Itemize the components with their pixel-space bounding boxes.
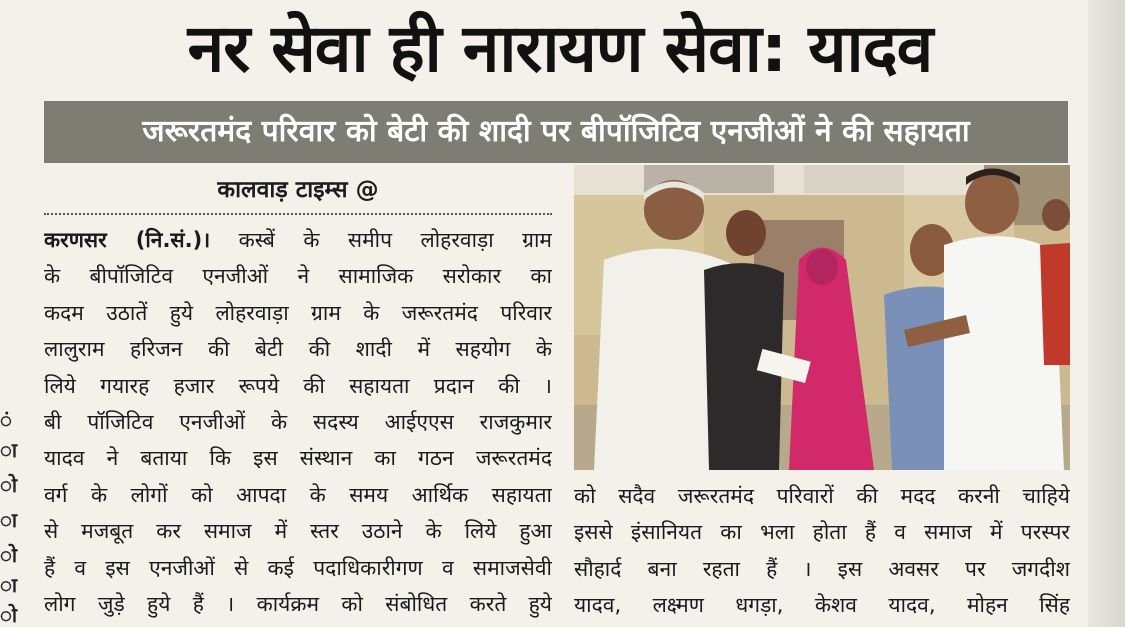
adjacent-column-edge	[0, 0, 20, 627]
text-line: लालुराम हरिजन की बेटी की शादी में सहयोग के	[44, 337, 552, 362]
text-line: कदम उठातें हुये लोहरवाड़ा ग्राम के जरूरतमंद परिवार	[44, 300, 552, 325]
text-line: लिये गयारह हजार रूपये की सहायता प्रदान की ।	[44, 373, 552, 398]
edge-fragment: ा	[0, 508, 18, 532]
subheadline-band: जरूरतमंद परिवार को बेटी की शादी पर बीपॉजिटिव एनजीओं ने की सहायता	[44, 101, 1068, 163]
text-line: लोग जुड़े हुये हैं । कार्यक्रम को संबोधित करते हुये	[44, 591, 552, 616]
article-column-right	[574, 478, 1070, 627]
text-line: इससे इंसानियत का भला होता हैं व समाज में परस्पर	[574, 520, 1070, 545]
edge-fragment: ं	[0, 408, 12, 432]
text-line: को सदैव जरूरतमंद परिवारों की मदद करनी चाहिये	[574, 484, 1070, 508]
page-margin	[1088, 0, 1125, 627]
edge-fragment: ा	[0, 438, 18, 462]
headline: नर सेवा ही नारायण सेवा: यादव	[187, 10, 933, 87]
byline: कालवाड़ टाइम्स @	[217, 177, 379, 203]
dateline: करणसर (नि.सं.)।	[44, 228, 211, 252]
text-line: बी पॉजिटिव एनजीओं के सदस्य आईएएस राजकुमार	[44, 409, 552, 434]
byline-divider	[44, 213, 552, 215]
text-line: सौहार्द बना रहता हैं । इस अवसर पर जगदीश	[574, 556, 1070, 581]
edge-fragment: ो	[0, 603, 18, 627]
text-line: हैं व इस एनजीओं से कई पदाधिकारीगण व समाजसेवी	[44, 555, 552, 580]
edge-fragment: ो	[0, 473, 18, 497]
article-column-left	[44, 222, 552, 627]
text-line	[44, 222, 552, 258]
text-line: यादव ने बताया कि इस संस्थान का गठन जरूरतमंद	[44, 446, 552, 471]
news-photo	[574, 165, 1070, 470]
text-line: वर्ग के लोगों को आपदा के समय आर्थिक सहायता	[44, 482, 552, 507]
edge-fragment: ो	[0, 543, 18, 567]
text-line: के बीपॉजिटिव एनजीओं ने सामाजिक सरोकार का	[44, 264, 552, 289]
edge-fragment: ा	[0, 573, 18, 597]
text-line: यादव, लक्ष्मण धगड़ा, केशव यादव, मोहन सिंह	[574, 593, 1070, 618]
text-line-content: कस्बें के समीप लोहरवाड़ा ग्राम	[210, 228, 552, 252]
text-line: से मजबूत कर समाज में स्तर उठाने के लिये हुआ	[44, 519, 552, 544]
photo-illustration	[574, 165, 1070, 470]
